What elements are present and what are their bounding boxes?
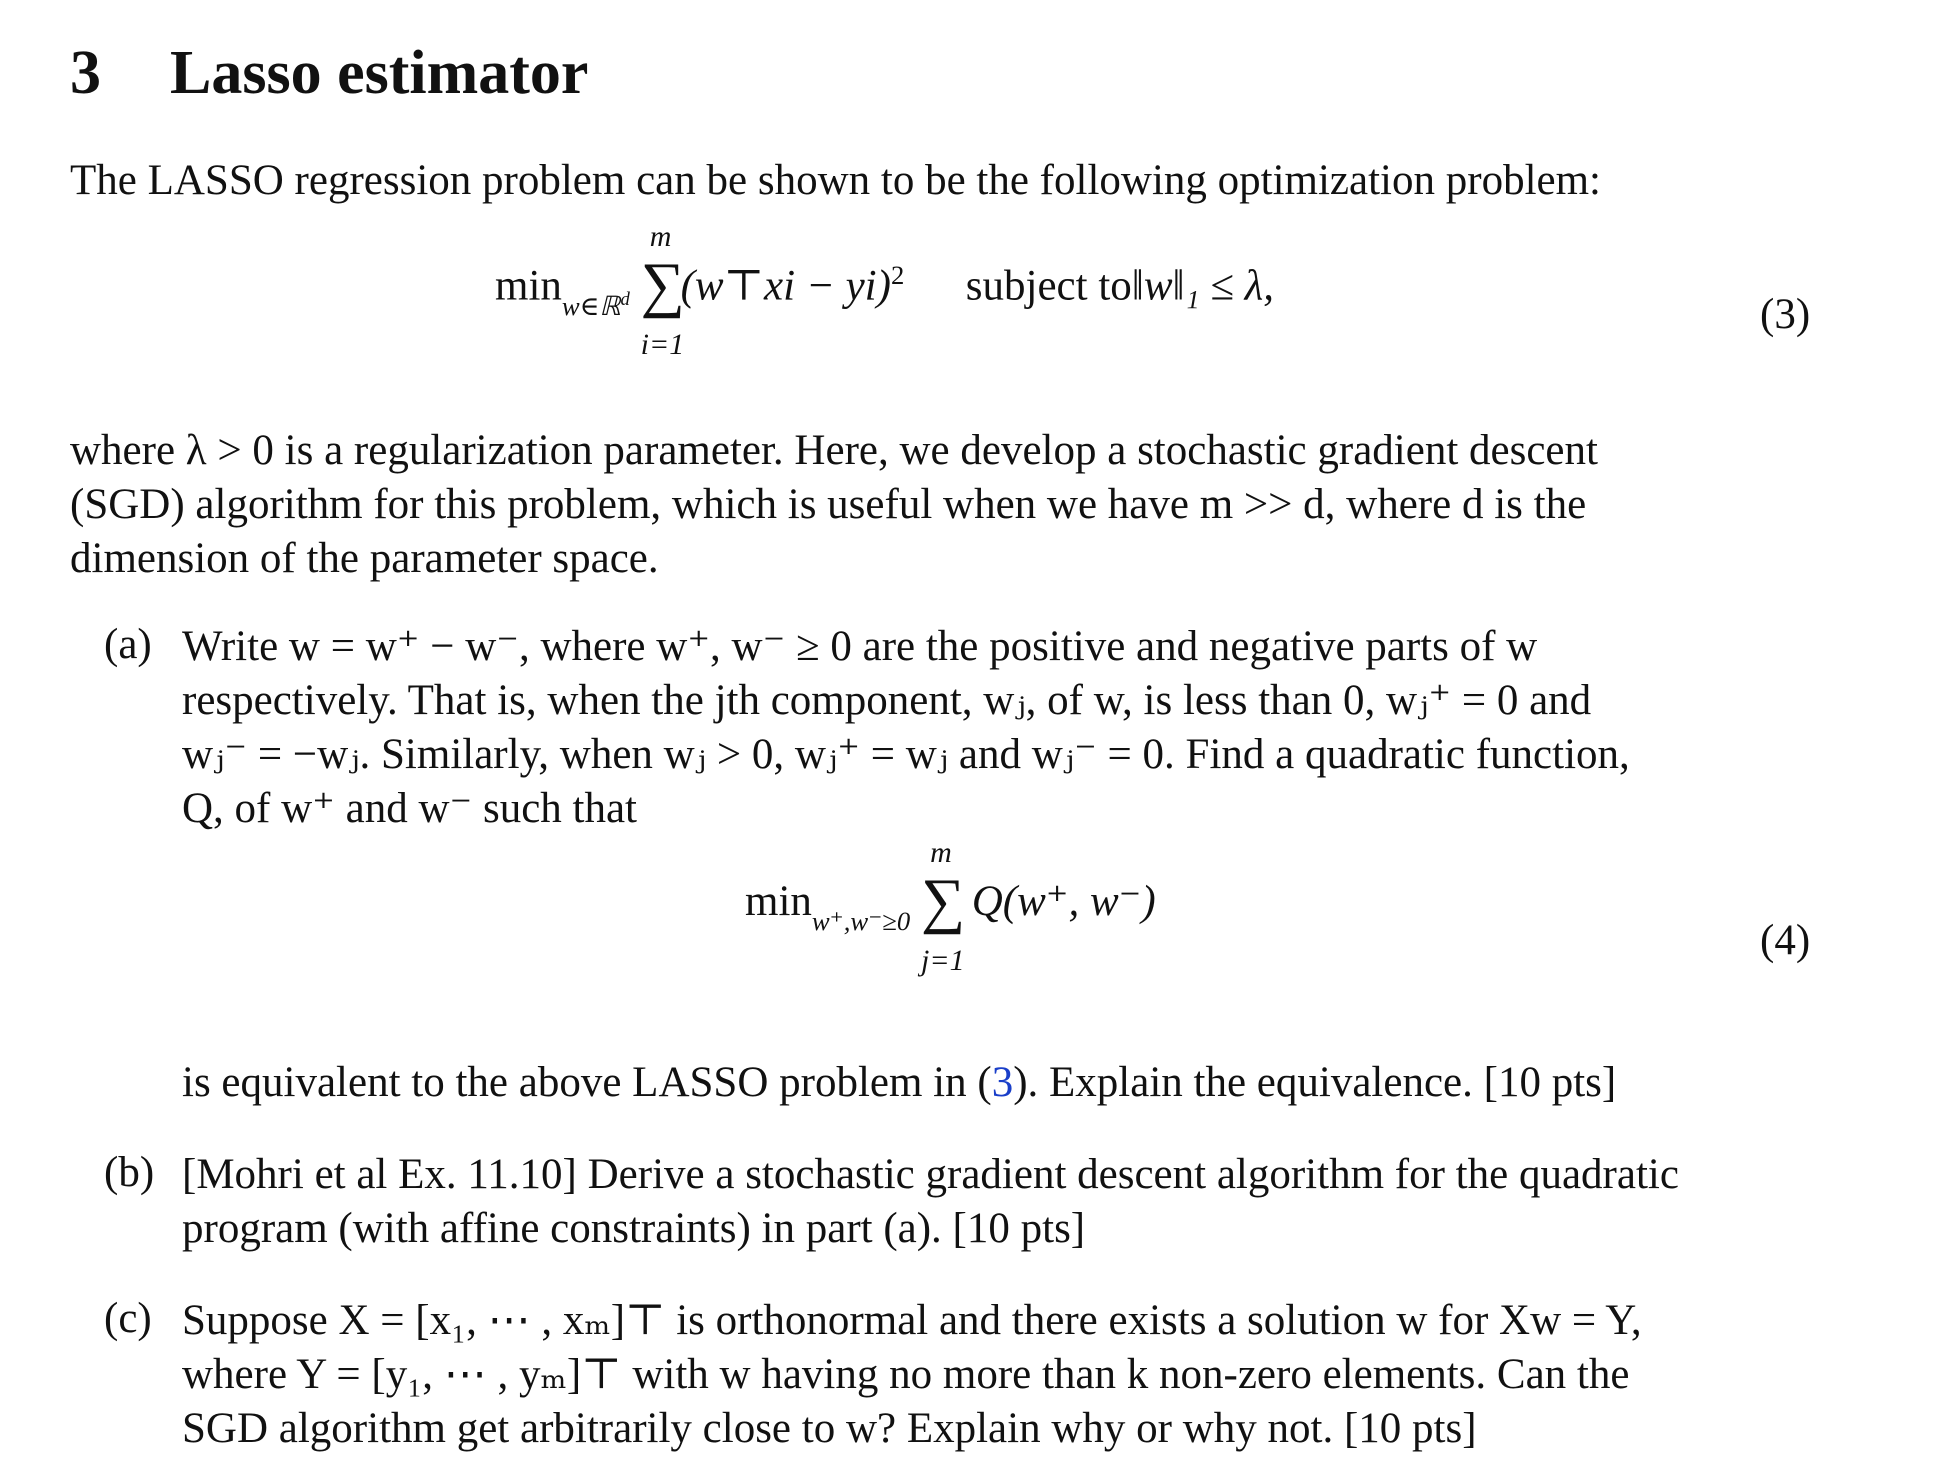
item-c-line2: where Y = [y₁, ⋯ , yₘ]⊤ with w having no more than k non-zero elements. Can the [182, 1351, 1630, 1398]
item-c-label: (c) [104, 1295, 152, 1342]
eq4-sum [920, 836, 966, 977]
para2-line3: dimension of the parameter space. [70, 535, 659, 582]
eq3-min-subscript-sup: d [620, 289, 630, 311]
item-a-label: (a) [104, 621, 152, 668]
item-a-line4: Q, of w⁺ and w⁻ such that [182, 785, 638, 832]
item-a-line1: Write w = w⁺ − w⁻, where w⁺, w⁻ ≥ 0 are the positive and negative parts of w [182, 623, 1538, 670]
item-a-line3: wⱼ⁻ = −wⱼ. Similarly, when wⱼ > 0, wⱼ⁺ = wⱼ and wⱼ⁻ = 0. Find a quadratic function, [182, 731, 1630, 778]
item-c-line3: SGD algorithm get arbitrarily close to w? Explain why or why not. [10 pts] [182, 1405, 1477, 1452]
eq3-sum [640, 220, 685, 362]
item-a-line2: respectively. That is, when the jth component, wⱼ, of w, is less than 0, wⱼ⁺ = 0 and [182, 677, 1592, 724]
eq4-min-subscript: w⁺,w⁻≥0 [811, 906, 911, 937]
eq3-constraint-text: subject to [965, 262, 1132, 310]
eq3-body-sup: 2 [890, 260, 905, 290]
eq4-min: min [745, 877, 812, 925]
eq3-sum-bottom: i=1 [640, 328, 685, 362]
item-c-line1: Suppose X = [x₁, ⋯ , xₘ]⊤ is orthonormal and there exists a solution w for Xw = Y, [182, 1297, 1642, 1344]
eq3-min: min [495, 262, 562, 310]
equation-4 [745, 836, 1156, 994]
section-title: Lasso estimator [170, 39, 589, 107]
eq3-body: (w⊤xi − yi) [680, 262, 891, 310]
after-eq4-after-ref: ). Explain the equivalence. [10 pts] [1013, 1059, 1617, 1106]
sigma-icon: ∑ [920, 867, 966, 935]
eq3-reference-link[interactable]: 3 [991, 1059, 1014, 1106]
item-b-line1: [Mohri et al Ex. 11.10] Derive a stochastic gradient descent algorithm for the quadratic [182, 1151, 1679, 1198]
intro-paragraph: The LASSO regression problem can be shown to be the following optimization problem: [70, 157, 1601, 204]
sigma-icon: ∑ [640, 251, 685, 320]
eq3-min-subscript: w∈ℝ [561, 290, 621, 321]
eq3-sum-top: m [649, 220, 672, 254]
after-eq4-text [182, 1056, 1616, 1110]
after-eq4-before-ref: is equivalent to the above LASSO problem in ( [182, 1059, 992, 1106]
eq4-sum-top: m [930, 836, 952, 869]
section-number: 3 [70, 39, 101, 107]
eq3-constraint: ‖w‖₁ ≤ λ, [1131, 262, 1275, 310]
eq4-sum-bottom: j=1 [920, 944, 965, 977]
eq4-number: (4) [1760, 917, 1811, 964]
item-b-label: (b) [104, 1149, 155, 1196]
equation-3 [495, 220, 1275, 368]
para2-line1: where λ > 0 is a regularization parameter. Here, we develop a stochastic gradient descent [70, 427, 1598, 474]
para2-line2: (SGD) algorithm for this problem, which is useful when we have m >> d, where d is the [70, 481, 1587, 528]
eq3-number: (3) [1760, 291, 1811, 338]
item-b-line2: program (with affine constraints) in part (a). [10 pts] [182, 1205, 1086, 1252]
eq4-body: Q(w⁺, w⁻) [971, 877, 1156, 925]
